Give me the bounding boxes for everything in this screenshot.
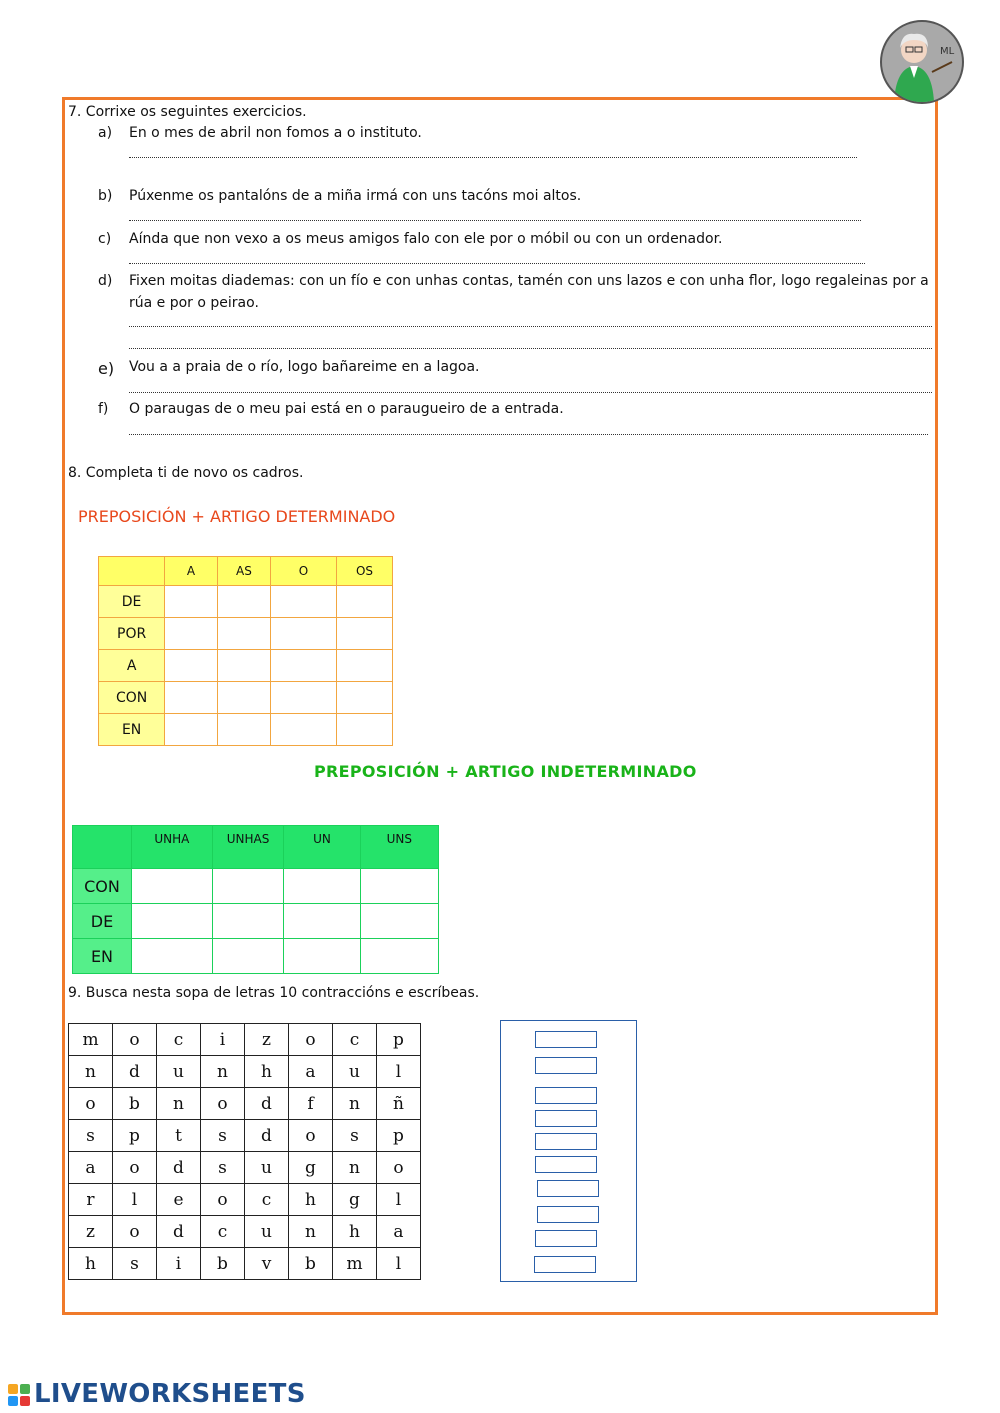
- answer-cell[interactable]: [360, 904, 438, 939]
- indeterminado-table-title: PREPOSICIÓN + ARTIGO INDETERMINADO: [314, 762, 697, 781]
- grid-letter[interactable]: l: [377, 1184, 421, 1216]
- answer-cell[interactable]: [336, 650, 392, 682]
- answer-cell[interactable]: [212, 939, 284, 974]
- grid-letter[interactable]: d: [245, 1120, 289, 1152]
- answer-cell[interactable]: [212, 869, 284, 904]
- grid-letter[interactable]: a: [289, 1056, 333, 1088]
- item-d-text-cont: rúa e por o peirao.: [129, 295, 259, 311]
- answer-cell[interactable]: [217, 618, 270, 650]
- grid-letter[interactable]: c: [333, 1024, 377, 1056]
- item-b-text: Púxenme os pantalóns de a miña irmá con uns tacóns moi altos.: [129, 188, 582, 204]
- row-header: CON: [73, 869, 132, 904]
- column-header: OS: [336, 557, 392, 586]
- answer-line-e[interactable]: [129, 392, 932, 393]
- answer-cell[interactable]: [131, 904, 212, 939]
- table-row: [73, 939, 439, 974]
- grid-letter[interactable]: g: [333, 1184, 377, 1216]
- answer-cell[interactable]: [284, 904, 360, 939]
- answer-line-c[interactable]: [129, 263, 865, 264]
- answer-cell[interactable]: [270, 682, 336, 714]
- column-header: AS: [217, 557, 270, 586]
- grid-row: [69, 1152, 421, 1184]
- grid-letter[interactable]: l: [113, 1184, 157, 1216]
- grid-letter[interactable]: o: [289, 1024, 333, 1056]
- answer-line-d2[interactable]: [129, 348, 932, 349]
- grid-letter[interactable]: h: [69, 1248, 113, 1280]
- grid-letter[interactable]: h: [245, 1056, 289, 1088]
- answer-cell[interactable]: [217, 682, 270, 714]
- answer-input[interactable]: [534, 1256, 596, 1273]
- grid-letter[interactable]: g: [289, 1152, 333, 1184]
- grid-letter[interactable]: m: [333, 1248, 377, 1280]
- table-corner-cell: [73, 826, 132, 869]
- row-header: CON: [99, 682, 165, 714]
- grid-letter[interactable]: d: [157, 1152, 201, 1184]
- table-row: [99, 618, 393, 650]
- answer-cell[interactable]: [217, 586, 270, 618]
- item-e-text: Vou a a praia de o río, logo bañareime en a lagoa.: [129, 359, 480, 375]
- item-c-text: Aínda que non vexo a os meus amigos falo con ele por o móbil ou con un ordenador.: [129, 231, 723, 247]
- item-a-letter: a): [98, 125, 113, 141]
- grid-letter[interactable]: b: [201, 1248, 245, 1280]
- grid-row: [69, 1056, 421, 1088]
- table-row: [99, 650, 393, 682]
- grid-letter[interactable]: s: [69, 1120, 113, 1152]
- answer-cell[interactable]: [131, 869, 212, 904]
- column-header: UNHAS: [212, 826, 284, 869]
- answer-input[interactable]: [535, 1133, 597, 1150]
- table-row: [99, 682, 393, 714]
- grid-letter[interactable]: a: [377, 1216, 421, 1248]
- table-row: [99, 586, 393, 618]
- table-row: [73, 869, 439, 904]
- item-f-text: O paraugas de o meu pai está en o paraugueiro de a entrada.: [129, 401, 564, 417]
- item-b-letter: b): [98, 188, 113, 204]
- svg-text:ML: ML: [940, 46, 955, 57]
- grid-letter[interactable]: n: [157, 1088, 201, 1120]
- answer-input[interactable]: [535, 1230, 597, 1247]
- row-header: DE: [99, 586, 165, 618]
- row-header: EN: [73, 939, 132, 974]
- answer-line-f[interactable]: [129, 434, 928, 435]
- table-row: [99, 714, 393, 746]
- row-header: POR: [99, 618, 165, 650]
- exercise-9-title: 9. Busca nesta sopa de letras 10 contraccións e escríbeas.: [68, 985, 480, 1001]
- grid-letter[interactable]: a: [69, 1152, 113, 1184]
- column-header: UN: [284, 826, 360, 869]
- answer-cell[interactable]: [270, 714, 336, 746]
- teacher-icon: [882, 22, 962, 102]
- answer-cell[interactable]: [131, 939, 212, 974]
- row-header: EN: [99, 714, 165, 746]
- answer-input[interactable]: [537, 1180, 599, 1197]
- column-header: O: [270, 557, 336, 586]
- indeterminado-table: [72, 825, 439, 974]
- exercise-8-title: 8. Completa ti de novo os cadros.: [68, 465, 304, 481]
- grid-letter[interactable]: z: [245, 1024, 289, 1056]
- answer-cell[interactable]: [165, 714, 218, 746]
- grid-letter[interactable]: r: [69, 1184, 113, 1216]
- grid-letter[interactable]: o: [113, 1152, 157, 1184]
- grid-letter[interactable]: l: [377, 1056, 421, 1088]
- grid-letter[interactable]: v: [245, 1248, 289, 1280]
- grid-row: [69, 1248, 421, 1280]
- grid-row: [69, 1216, 421, 1248]
- answer-cell[interactable]: [336, 714, 392, 746]
- column-header: A: [165, 557, 218, 586]
- grid-letter[interactable]: p: [377, 1024, 421, 1056]
- item-e-letter: e): [98, 359, 115, 378]
- answer-cell[interactable]: [284, 939, 360, 974]
- grid-letter[interactable]: f: [289, 1088, 333, 1120]
- grid-letter[interactable]: p: [113, 1120, 157, 1152]
- item-d-text: Fixen moitas diademas: con un fío e con unhas contas, tamén con uns lazos e con unha flor, logo regaleinas por a: [129, 273, 929, 289]
- item-a-text: En o mes de abril non fomos a o instituto.: [129, 125, 422, 141]
- answer-cell[interactable]: [336, 618, 392, 650]
- grid-letter[interactable]: u: [245, 1152, 289, 1184]
- grid-letter[interactable]: h: [333, 1216, 377, 1248]
- item-c-letter: c): [98, 231, 112, 247]
- grid-letter[interactable]: o: [289, 1120, 333, 1152]
- grid-letter[interactable]: n: [333, 1152, 377, 1184]
- grid-letter[interactable]: s: [201, 1152, 245, 1184]
- grid-letter[interactable]: i: [201, 1024, 245, 1056]
- answer-cell[interactable]: [165, 650, 218, 682]
- grid-letter[interactable]: e: [157, 1184, 201, 1216]
- row-header: DE: [73, 904, 132, 939]
- grid-letter[interactable]: c: [245, 1184, 289, 1216]
- grid-letter[interactable]: o: [201, 1184, 245, 1216]
- table-corner-cell: [99, 557, 165, 586]
- answer-input[interactable]: [535, 1156, 597, 1173]
- grid-letter[interactable]: s: [333, 1120, 377, 1152]
- answer-line-d1[interactable]: [129, 326, 932, 327]
- grid-letter[interactable]: m: [69, 1024, 113, 1056]
- determinado-table: [98, 556, 393, 746]
- grid-letter[interactable]: c: [157, 1024, 201, 1056]
- answer-cell[interactable]: [270, 586, 336, 618]
- column-header: UNHA: [131, 826, 212, 869]
- grid-row: [69, 1024, 421, 1056]
- answer-cell[interactable]: [165, 618, 218, 650]
- teacher-avatar: [880, 20, 964, 104]
- grid-letter[interactable]: o: [113, 1216, 157, 1248]
- answer-cell[interactable]: [212, 904, 284, 939]
- grid-letter[interactable]: h: [289, 1184, 333, 1216]
- answer-cell[interactable]: [165, 586, 218, 618]
- answer-cell[interactable]: [336, 586, 392, 618]
- table-row: [73, 904, 439, 939]
- grid-letter[interactable]: p: [377, 1120, 421, 1152]
- grid-letter[interactable]: d: [113, 1056, 157, 1088]
- answer-cell[interactable]: [336, 682, 392, 714]
- grid-row: [69, 1184, 421, 1216]
- grid-letter[interactable]: u: [333, 1056, 377, 1088]
- grid-letter[interactable]: n: [289, 1216, 333, 1248]
- grid-letter[interactable]: d: [157, 1216, 201, 1248]
- grid-letter[interactable]: d: [245, 1088, 289, 1120]
- grid-letter[interactable]: c: [201, 1216, 245, 1248]
- grid-letter[interactable]: o: [377, 1152, 421, 1184]
- grid-letter[interactable]: o: [113, 1024, 157, 1056]
- grid-letter[interactable]: s: [201, 1120, 245, 1152]
- determinado-table-title: PREPOSICIÓN + ARTIGO DETERMINADO: [78, 507, 396, 526]
- answer-cell[interactable]: [284, 869, 360, 904]
- column-header: UNS: [360, 826, 438, 869]
- grid-letter[interactable]: u: [245, 1216, 289, 1248]
- table-header-row: [99, 557, 393, 586]
- answer-cell[interactable]: [270, 618, 336, 650]
- grid-letter[interactable]: i: [157, 1248, 201, 1280]
- exercise-7-title: 7. Corrixe os seguintes exercicios.: [68, 104, 307, 120]
- grid-letter[interactable]: n: [333, 1088, 377, 1120]
- grid-letter[interactable]: z: [69, 1216, 113, 1248]
- answer-line-b[interactable]: [129, 220, 861, 221]
- grid-letter[interactable]: t: [157, 1120, 201, 1152]
- answer-cell[interactable]: [217, 650, 270, 682]
- liveworksheets-logo-icon: [8, 1384, 30, 1406]
- grid-letter[interactable]: n: [201, 1056, 245, 1088]
- liveworksheets-logo: LIVEWORKSHEETS: [34, 1379, 306, 1409]
- grid-letter[interactable]: u: [157, 1056, 201, 1088]
- grid-letter[interactable]: b: [289, 1248, 333, 1280]
- answer-cell[interactable]: [360, 869, 438, 904]
- grid-letter[interactable]: ñ: [377, 1088, 421, 1120]
- answer-cell[interactable]: [360, 939, 438, 974]
- table-header-row: [73, 826, 439, 869]
- answer-cell[interactable]: [165, 682, 218, 714]
- grid-letter[interactable]: l: [377, 1248, 421, 1280]
- answer-input[interactable]: [537, 1206, 599, 1223]
- grid-row: [69, 1088, 421, 1120]
- answer-input[interactable]: [535, 1087, 597, 1104]
- answer-input[interactable]: [535, 1110, 597, 1127]
- grid-letter[interactable]: o: [69, 1088, 113, 1120]
- word-search-grid: [68, 1023, 421, 1280]
- row-header: A: [99, 650, 165, 682]
- answer-input[interactable]: [535, 1057, 597, 1074]
- grid-letter[interactable]: n: [69, 1056, 113, 1088]
- grid-row: [69, 1120, 421, 1152]
- grid-letter[interactable]: o: [201, 1088, 245, 1120]
- answer-cell[interactable]: [270, 650, 336, 682]
- answer-input[interactable]: [535, 1031, 597, 1048]
- answer-line-a[interactable]: [129, 157, 857, 158]
- item-f-letter: f): [98, 401, 109, 417]
- item-d-letter: d): [98, 273, 113, 289]
- answer-cell[interactable]: [217, 714, 270, 746]
- grid-letter[interactable]: b: [113, 1088, 157, 1120]
- grid-letter[interactable]: s: [113, 1248, 157, 1280]
